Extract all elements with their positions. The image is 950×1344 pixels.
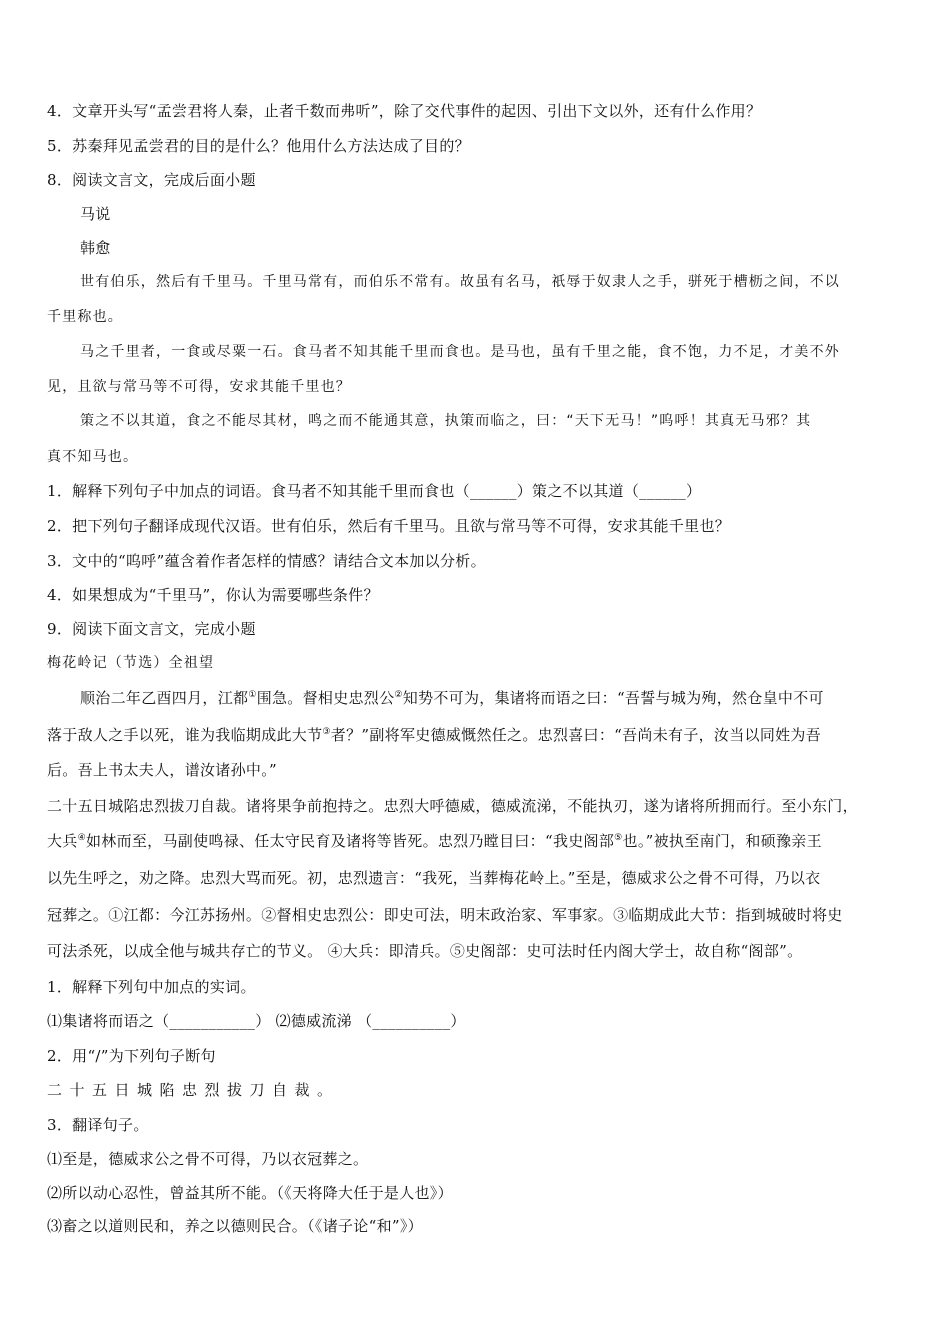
footnote-marker: ② — [394, 690, 403, 700]
footnotes: 可法杀死，以成全他与城共存亡的节义。 ④大兵：即清兵。⑤史阁部：史可法时任内阁大学士，故自称“阁部”。 — [47, 942, 803, 960]
text-run: 知势不可为，集诸将而语之曰：“吾誓与城为殉，然仓皇中不可 — [402, 689, 824, 707]
passage-paragraph: 千里称也。 — [47, 309, 123, 325]
passage-paragraph: 后。吾上书太夫人，谱汝诸孙中。” — [47, 761, 277, 779]
passage-paragraph: 二十五日城陷忠烈拔刀自裁。诸将果争前抱持之。忠烈大呼德威，德威流涕，不能执刃，遂为诸将所拥而行。至小东门， — [47, 797, 858, 815]
footnote-marker: ⑤ — [614, 833, 623, 843]
question-9-3-item: ⑵所以动心忍性，曾益其所不能。（《天将降大任于是人也》） — [47, 1184, 453, 1202]
question-9-1: 1．解释下列句中加点的实词。 — [47, 978, 256, 996]
passage-paragraph: 世有伯乐，然后有千里马。千里马常有，而伯乐不常有。故虽有名马，祇辱于奴隶人之手，骈死于槽枥之间，不以 — [80, 274, 840, 290]
question-8-1: 1．解释下列句子中加点的词语。食马者不知其能千里而食也（______）策之不以其道（______） — [47, 482, 702, 500]
text-run: 围急。督相史忠烈公 — [256, 689, 395, 707]
text-run: 落于敌人之手以死，谁为我临期成此大节 — [47, 726, 323, 744]
footnote-marker: ① — [248, 690, 257, 700]
question-7-5: 5．苏秦拜见孟尝君的目的是什么？他用什么方法达成了目的？ — [47, 137, 470, 155]
passage-title: 马说 — [80, 205, 111, 223]
text-run: 如林而至，马副使鸣禄、任太守民育及诸将等皆死。忠烈乃瞠目曰：“我史阁部 — [85, 832, 615, 850]
footnote-marker: ③ — [322, 727, 331, 737]
passage-paragraph: 策之不以其道，食之不能尽其材，鸣之而不能通其意，执策而临之，曰：“天下无马！”呜呼！其真无马邪？其 — [80, 413, 812, 429]
question-8-2: 2．把下列句子翻译成现代汉语。世有伯乐，然后有千里马。且欲与常马等不可得，安求其能千里也？ — [47, 517, 731, 535]
question-7-4: 4．文章开头写“孟尝君将人秦，止者千数而弗听”，除了交代事件的起因、引出下文以外，还有什么作用？ — [47, 102, 762, 120]
passage-paragraph — [80, 688, 910, 708]
passage-title: 梅花岭记（节选）全祖望 — [47, 655, 215, 671]
passage-paragraph — [47, 725, 910, 745]
passage-paragraph: 马之千里者，一食或尽粟一石。食马者不知其能千里而食也。是马也，虽有千里之能，食不饱，力不足，才美不外 — [80, 344, 840, 360]
text-run: 顺治二年乙酉四月，江都 — [80, 689, 249, 707]
passage-paragraph: 见，且欲与常马等不可得，安求其能千里也？ — [47, 379, 351, 395]
question-9-3-item: ⑶畜之以道则民和，养之以德则民合。（《诸子论“和”》） — [47, 1217, 423, 1235]
question-8-3: 3．文中的“呜呼”蕴含着作者怎样的情感？请结合文本加以分析。 — [47, 552, 486, 570]
text-run: 者？”副将军史德威慨然任之。忠烈喜曰：“吾尚未有子，汝当以同姓为吾 — [330, 726, 822, 744]
footnote-marker: ④ — [77, 833, 86, 843]
section-8-heading: 8．阅读文言文，完成后面小题 — [47, 171, 256, 189]
text-run: 大兵 — [47, 832, 78, 850]
text-run: 也。”被执至南门，和硕豫亲王 — [622, 832, 822, 850]
question-9-3-item: ⑴至是，德威求公之骨不可得，乃以衣冠葬之。 — [47, 1150, 369, 1168]
question-9-3: 3．翻译句子。 — [47, 1116, 149, 1134]
question-8-4: 4．如果想成为“千里马”，你认为需要哪些条件？ — [47, 586, 379, 604]
section-9-heading: 9．阅读下面文言文，完成小题 — [47, 620, 256, 638]
question-9-1-items: ⑴集诸将而语之（___________） ⑵德威流涕 （__________） — [47, 1012, 466, 1030]
passage-paragraph: 真不知马也。 — [47, 449, 139, 465]
footnotes: 冠葬之。①江都：今江苏扬州。②督相史忠烈公：即史可法，明末政治家、军事家。③临期成此大节：指到城破时将史 — [47, 906, 843, 924]
passage-paragraph: 以先生呼之，劝之降。忠烈大骂而死。初，忠烈遗言：“我死，当葬梅花岭上。”至是，德威求公之骨不可得，乃以衣 — [47, 869, 821, 887]
question-9-2-text: 二十五日城陷忠烈拔刀自裁。 — [47, 1081, 340, 1099]
passage-paragraph — [47, 831, 910, 851]
question-9-2: 2．用“/”为下列句子断句 — [47, 1047, 216, 1065]
passage-author: 韩愈 — [80, 239, 111, 257]
